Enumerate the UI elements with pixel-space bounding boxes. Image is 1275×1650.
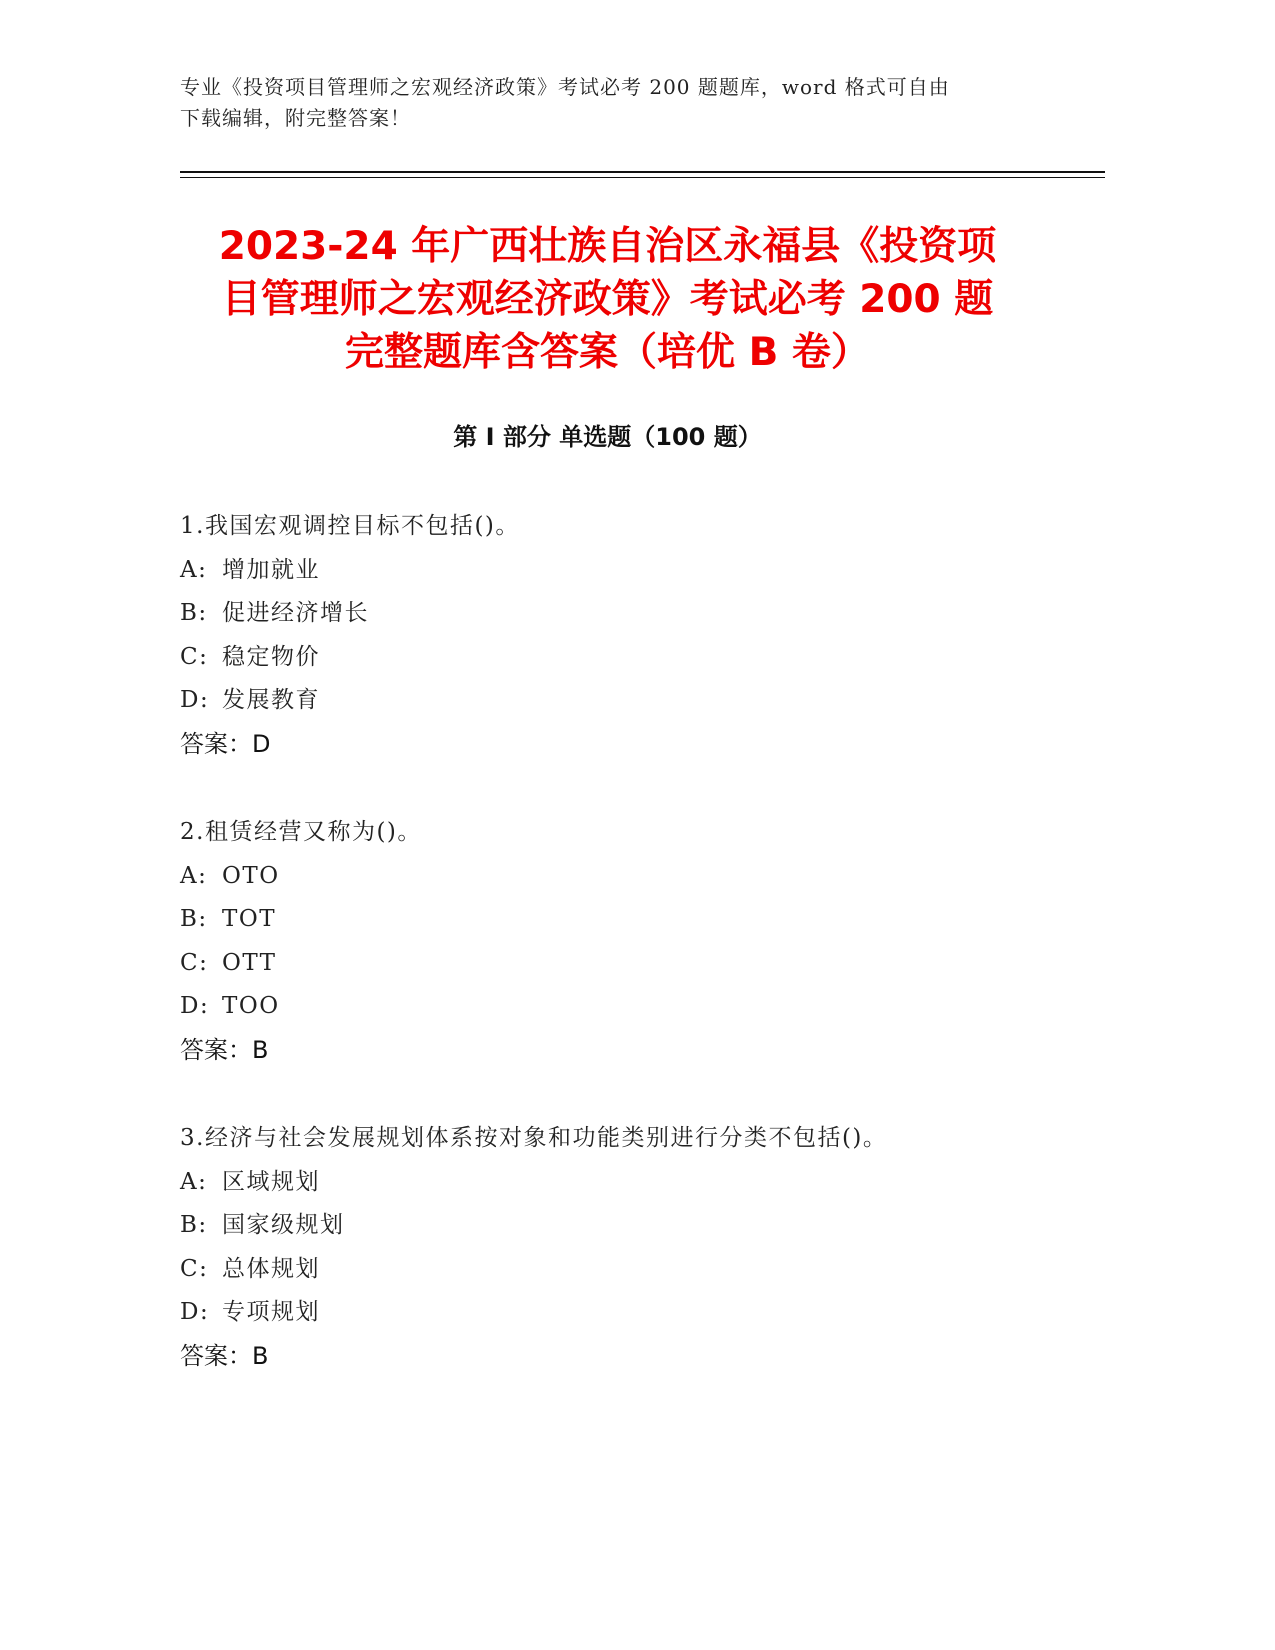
- option-d: [180, 1291, 1140, 1335]
- option-text: TOT: [222, 906, 277, 933]
- option-c: [180, 942, 1140, 986]
- option-c: [180, 1248, 1140, 1292]
- answer: 答案：B: [180, 1341, 269, 1370]
- question-1: [180, 505, 1140, 767]
- option-text: 稳定物价: [222, 643, 320, 670]
- option-d: [180, 985, 1140, 1029]
- answer: 答案：D: [180, 729, 271, 758]
- header-note: [180, 72, 1040, 134]
- answer: 答案：B: [180, 1035, 269, 1064]
- option-letter: C:: [180, 643, 209, 670]
- header-note-line-1: 专业《投资项目管理师之宏观经济政策》考试必考 200 题题库，word 格式可自由: [180, 75, 950, 99]
- question-2: [180, 811, 1140, 1073]
- question-3: [180, 1117, 1140, 1379]
- option-letter: C:: [180, 1255, 209, 1282]
- option-text: 区域规划: [222, 1168, 320, 1195]
- document-title-line-3: 完整题库含答案（培优 B 卷）: [345, 330, 870, 375]
- option-letter: D:: [180, 1299, 210, 1326]
- option-a: [180, 855, 1140, 899]
- option-text: 增加就业: [222, 556, 320, 583]
- question-stem: 3.经济与社会发展规划体系按对象和功能类别进行分类不包括()。: [180, 1125, 888, 1151]
- option-letter: B:: [180, 1212, 208, 1239]
- option-text: 促进经济增长: [222, 600, 369, 627]
- option-b: [180, 898, 1140, 942]
- option-text: TOO: [222, 993, 280, 1020]
- option-b: [180, 1204, 1140, 1248]
- question-stem: 2.租赁经营又称为()。: [180, 819, 422, 845]
- option-text: OTT: [222, 949, 277, 976]
- option-b: [180, 592, 1140, 636]
- option-letter: D:: [180, 993, 210, 1020]
- option-letter: C:: [180, 949, 209, 976]
- option-c: [180, 636, 1140, 680]
- option-letter: A:: [180, 556, 208, 583]
- header-rule-thick: [180, 171, 1105, 173]
- header-note-line-2: 下载编辑，附完整答案！: [180, 106, 411, 130]
- option-a: [180, 1161, 1140, 1205]
- option-letter: D:: [180, 687, 210, 714]
- option-text: 国家级规划: [222, 1212, 345, 1239]
- document-title-line-1: 2023-24 年广西壮族自治区永福县《投资项: [218, 224, 997, 269]
- document-title: [150, 220, 1065, 379]
- header-rule-thin: [180, 177, 1105, 178]
- option-letter: A:: [180, 1168, 208, 1195]
- option-text: 专项规划: [222, 1299, 320, 1326]
- option-a: [180, 549, 1140, 593]
- option-text: 总体规划: [222, 1255, 320, 1282]
- option-letter: B:: [180, 600, 208, 627]
- option-letter: A:: [180, 862, 208, 889]
- option-text: OTO: [222, 862, 280, 889]
- question-stem: 1.我国宏观调控目标不包括()。: [180, 513, 520, 539]
- option-d: [180, 679, 1140, 723]
- option-text: 发展教育: [222, 687, 320, 714]
- option-letter: B:: [180, 906, 208, 933]
- document-title-line-2: 目管理师之宏观经济政策》考试必考 200 题: [221, 277, 994, 322]
- section-heading: 第 I 部分 单选题（100 题）: [453, 423, 762, 451]
